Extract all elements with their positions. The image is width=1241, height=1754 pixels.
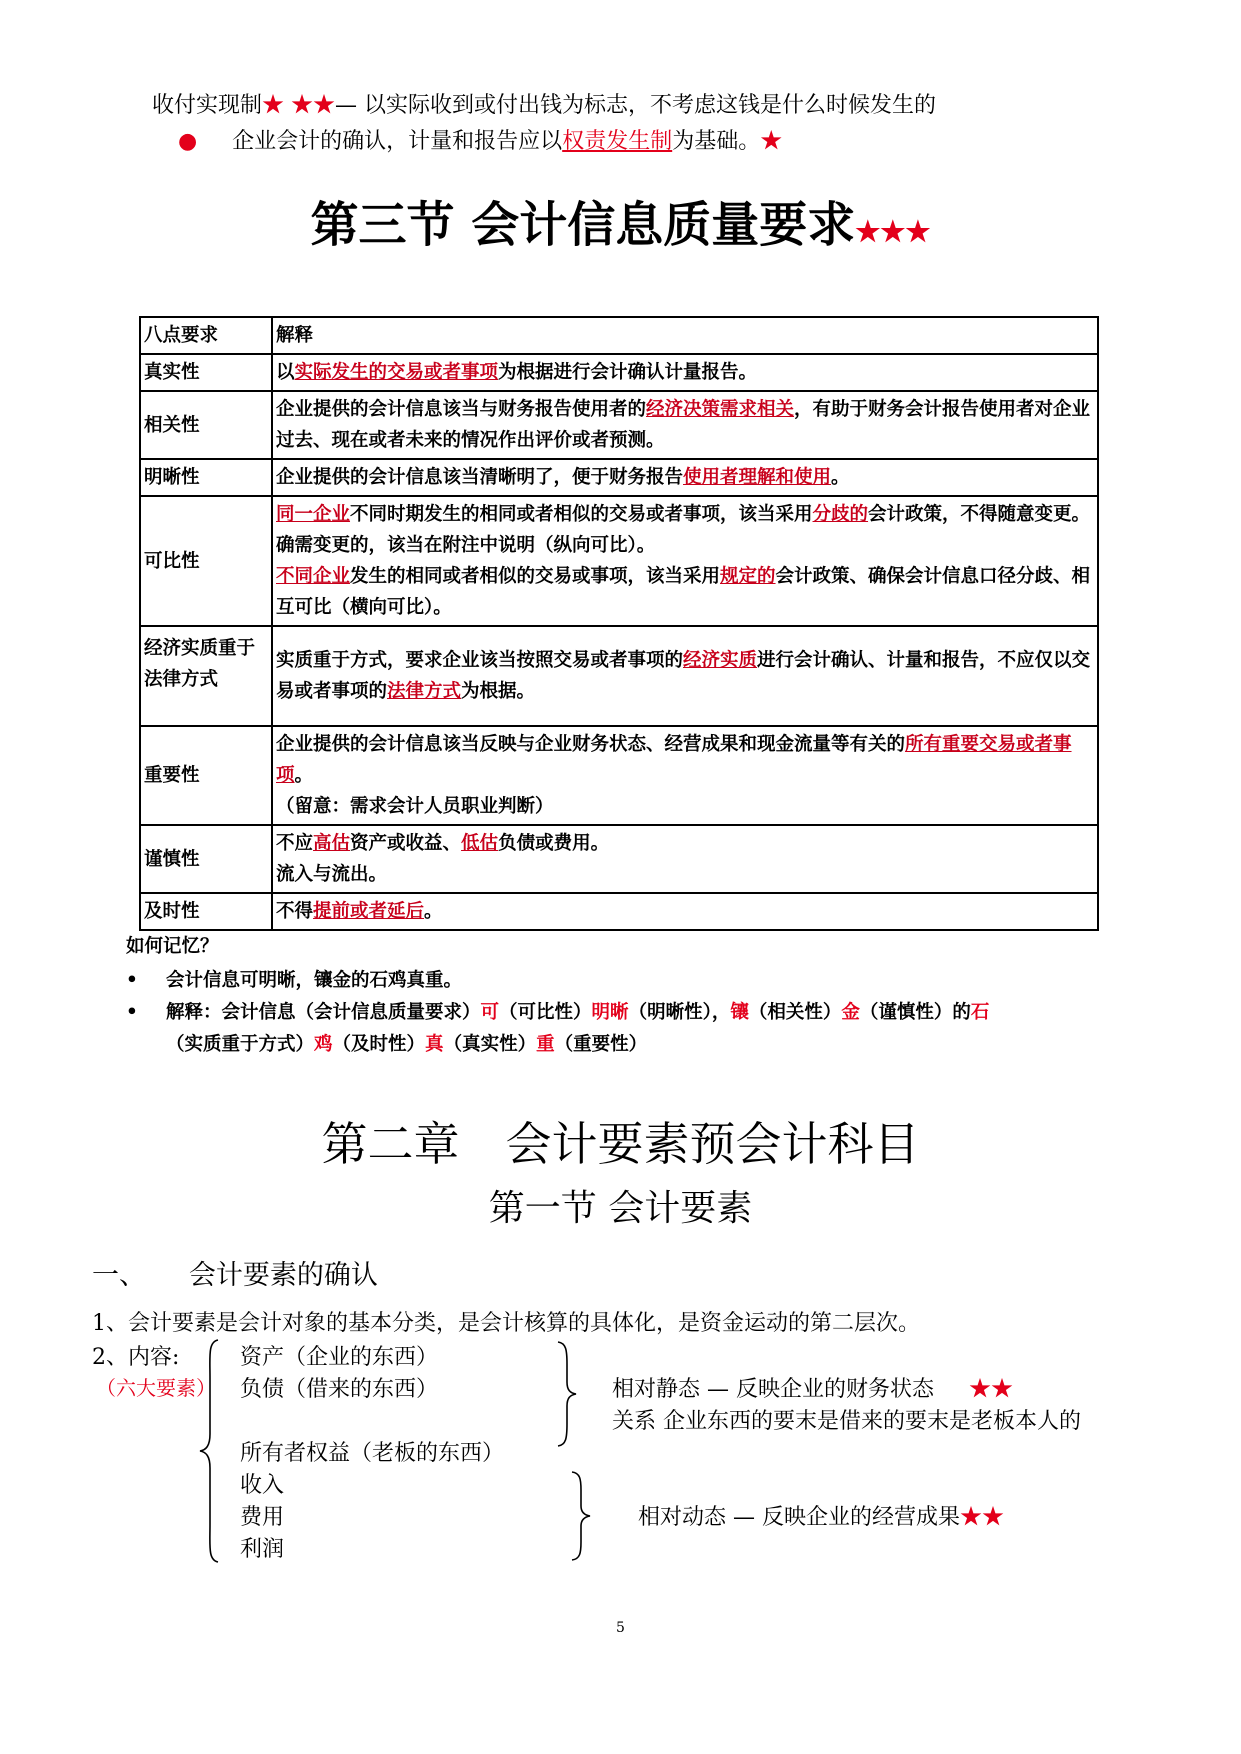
table-row [140, 825, 1098, 893]
bullet-icon: • [126, 1002, 138, 1023]
importance-stars: ★★★ [855, 215, 931, 248]
text: 实质重于方式，要求企业该当按照交易或者事项的 [276, 650, 684, 671]
element-item: 资产（企业的东西） [240, 1345, 439, 1370]
key-term: 不同企业 [276, 566, 351, 587]
key-term: 使用者理解和使用 [683, 467, 832, 488]
key-term: 分歧的 [812, 504, 869, 525]
requirement-name: 谨慎性 [140, 825, 272, 893]
importance-stars: ★ ★★ [262, 93, 336, 118]
key-term: 低估 [461, 833, 499, 854]
header-requirement: 八点要求 [140, 317, 272, 354]
text: （真实性） [443, 1034, 537, 1055]
quality-requirements-table [139, 316, 1099, 931]
right-brace-icon [568, 1470, 594, 1562]
text: 为根据进行会计确认计量报告。 [498, 362, 758, 383]
cash-basis-desc: — 以实际收到或付出钱为标志，不考虑这钱是什么时候发生的 [335, 93, 937, 118]
text: 。 [831, 467, 850, 488]
requirement-name: 明晰性 [140, 459, 272, 496]
requirement-name: 相关性 [140, 391, 272, 459]
text: 。 [424, 901, 443, 922]
cash-basis-term: 收付实现制 [152, 93, 263, 118]
text: 相对动态 — 反映企业的经营成果 [638, 1505, 960, 1530]
left-brace-icon [196, 1338, 226, 1564]
requirement-name: 及时性 [140, 893, 272, 930]
text: （明晰性）， [628, 1002, 731, 1023]
text: 解释：会计信息（会计信息质量要求） [166, 1002, 481, 1023]
accrual-text-b: 为基础。 [672, 129, 761, 154]
key-term: 经济决策需求相关 [646, 399, 795, 420]
table-row [140, 626, 1098, 726]
text: 资产或收益、 [350, 833, 462, 854]
keyword: 明晰 [591, 1002, 629, 1023]
memory-explanation-cont [166, 1030, 647, 1056]
importance-stars: ★★ [960, 1505, 1005, 1530]
text: 负债或费用。 [498, 833, 610, 854]
key-term: 高估 [313, 833, 351, 854]
key-term: 同一企业 [276, 504, 351, 525]
text: （可比性） [499, 1002, 592, 1023]
keyword: 金 [841, 1002, 860, 1023]
element-item: 费用 [240, 1505, 285, 1530]
text: （谨慎性）的 [859, 1002, 971, 1023]
paragraph-1: 1、会计要素是会计对象的基本分类，是会计核算的具体化，是资金运动的第二层次。 [92, 1311, 920, 1336]
text: 会计政策、确保会计信息口径分歧、相互可比（横向可比）。 [276, 566, 1091, 618]
table-row [140, 496, 1098, 626]
requirement-explanation [272, 626, 1098, 726]
keyword: 重 [536, 1034, 555, 1055]
keyword: 鸡 [314, 1034, 333, 1055]
text: （及时性） [332, 1034, 426, 1055]
intro-line-accrual [178, 124, 782, 155]
requirement-explanation [272, 459, 1098, 496]
note: （留意：需求会计人员职业判断） [276, 796, 554, 817]
text: 企业提供的会计信息该当反映与企业财务状态、经营成果和现金流量等有关的 [276, 734, 906, 755]
keyword: 石 [970, 1002, 990, 1023]
key-term: 法律方式 [387, 681, 462, 702]
text: 为根据。 [461, 681, 536, 702]
six-elements-note: （六大要素） [96, 1376, 216, 1400]
requirement-explanation [272, 496, 1098, 626]
keyword: 真 [425, 1034, 444, 1055]
table-header-row [140, 317, 1098, 354]
requirement-name: 重要性 [140, 726, 272, 825]
text: 企业提供的会计信息该当清晰明了，便于财务报告 [276, 467, 684, 488]
table-row [140, 459, 1098, 496]
requirement-name: 经济实质重于法律方式 [140, 626, 272, 726]
intro-line-cash-basis [152, 88, 936, 119]
text: 会计政策，不得随意变更。确需变更的，该当在附注中说明（纵向可比）。 [276, 504, 1091, 556]
star-icon: ★ [760, 129, 783, 154]
chapter-title: 第二章 会计要素预会计科目 [321, 1117, 920, 1171]
static-elements-desc [612, 1372, 1013, 1403]
memory-phrase-text: 会计信息可明晰，镶金的石鸡真重。 [166, 970, 463, 991]
importance-stars: ★★ [968, 1377, 1013, 1402]
text: 不同时期发生的相同或者相似的交易或者事项，该当采用 [350, 504, 813, 525]
subheading-number: 一、 [92, 1260, 146, 1291]
section-subtitle: 第一节 会计要素 [488, 1188, 753, 1229]
accrual-text-a: 企业会计的确认，计量和报告应以 [232, 129, 563, 154]
section-title [0, 186, 1241, 255]
text: 不得 [276, 901, 314, 922]
text: （重要性） [554, 1034, 648, 1055]
bullet-icon: ● [178, 129, 198, 154]
text: 企业提供的会计信息该当与财务报告使用者的 [276, 399, 647, 420]
element-item: 收入 [240, 1473, 285, 1498]
text: 相对静态 — 反映企业的财务状态 [612, 1377, 934, 1402]
header-explanation: 解释 [272, 317, 1098, 354]
memory-explanation [126, 998, 989, 1024]
element-item: 所有者权益（老板的东西） [240, 1441, 505, 1466]
keyword: 可 [480, 1002, 500, 1023]
text: 发生的相同或者相似的交易或事项，该当采用 [350, 566, 721, 587]
text: ，有助于财务会计报告使用者对企业过去、现在或者未来的情况作出评价或者预测。 [276, 399, 1091, 451]
subheading-text: 会计要素的确认 [188, 1260, 378, 1291]
table-row [140, 354, 1098, 391]
requirement-explanation [272, 391, 1098, 459]
text: 进行会计确认、计量和报告，不应仅以交易或者事项的 [276, 650, 1091, 702]
requirement-explanation [272, 354, 1098, 391]
key-term: 经济实质 [683, 650, 758, 671]
text: （相关性） [748, 1002, 842, 1023]
text: （实质重于方式） [166, 1034, 315, 1055]
element-item: 负债（借来的东西） [240, 1377, 439, 1402]
requirement-explanation [272, 726, 1098, 825]
key-term: 实际发生的交易或者事项 [294, 362, 499, 383]
bullet-icon: • [126, 970, 138, 991]
dynamic-elements-desc [638, 1500, 1004, 1531]
requirement-name: 可比性 [140, 496, 272, 626]
key-term: 所有重要交易或者事项 [276, 734, 1072, 786]
memory-phrase [126, 966, 462, 992]
right-brace-icon [554, 1340, 580, 1448]
key-term: 规定的 [720, 566, 776, 587]
requirement-explanation [272, 825, 1098, 893]
table-row [140, 893, 1098, 930]
table-row [140, 726, 1098, 825]
accrual-term: 权责发生制 [562, 129, 673, 154]
subheading [92, 1253, 378, 1292]
text: 。 [294, 765, 314, 786]
text: 以 [276, 362, 295, 383]
memory-question: 如何记忆？ [126, 936, 219, 957]
keyword: 镶 [730, 1002, 749, 1023]
key-term: 提前或者延后 [313, 901, 425, 922]
requirement-explanation [272, 893, 1098, 930]
section-title-text: 第三节 会计信息质量要求 [310, 197, 856, 253]
content-label: 2、内容: [92, 1345, 180, 1370]
page-number: 5 [616, 1620, 625, 1636]
table-row [140, 391, 1098, 459]
element-item: 利润 [240, 1537, 285, 1562]
requirement-name: 真实性 [140, 354, 272, 391]
text: 流入与流出。 [276, 864, 388, 885]
relation-desc: 关系 企业东西的要末是借来的要末是老板本人的 [612, 1409, 1081, 1434]
text: 不应 [276, 833, 314, 854]
